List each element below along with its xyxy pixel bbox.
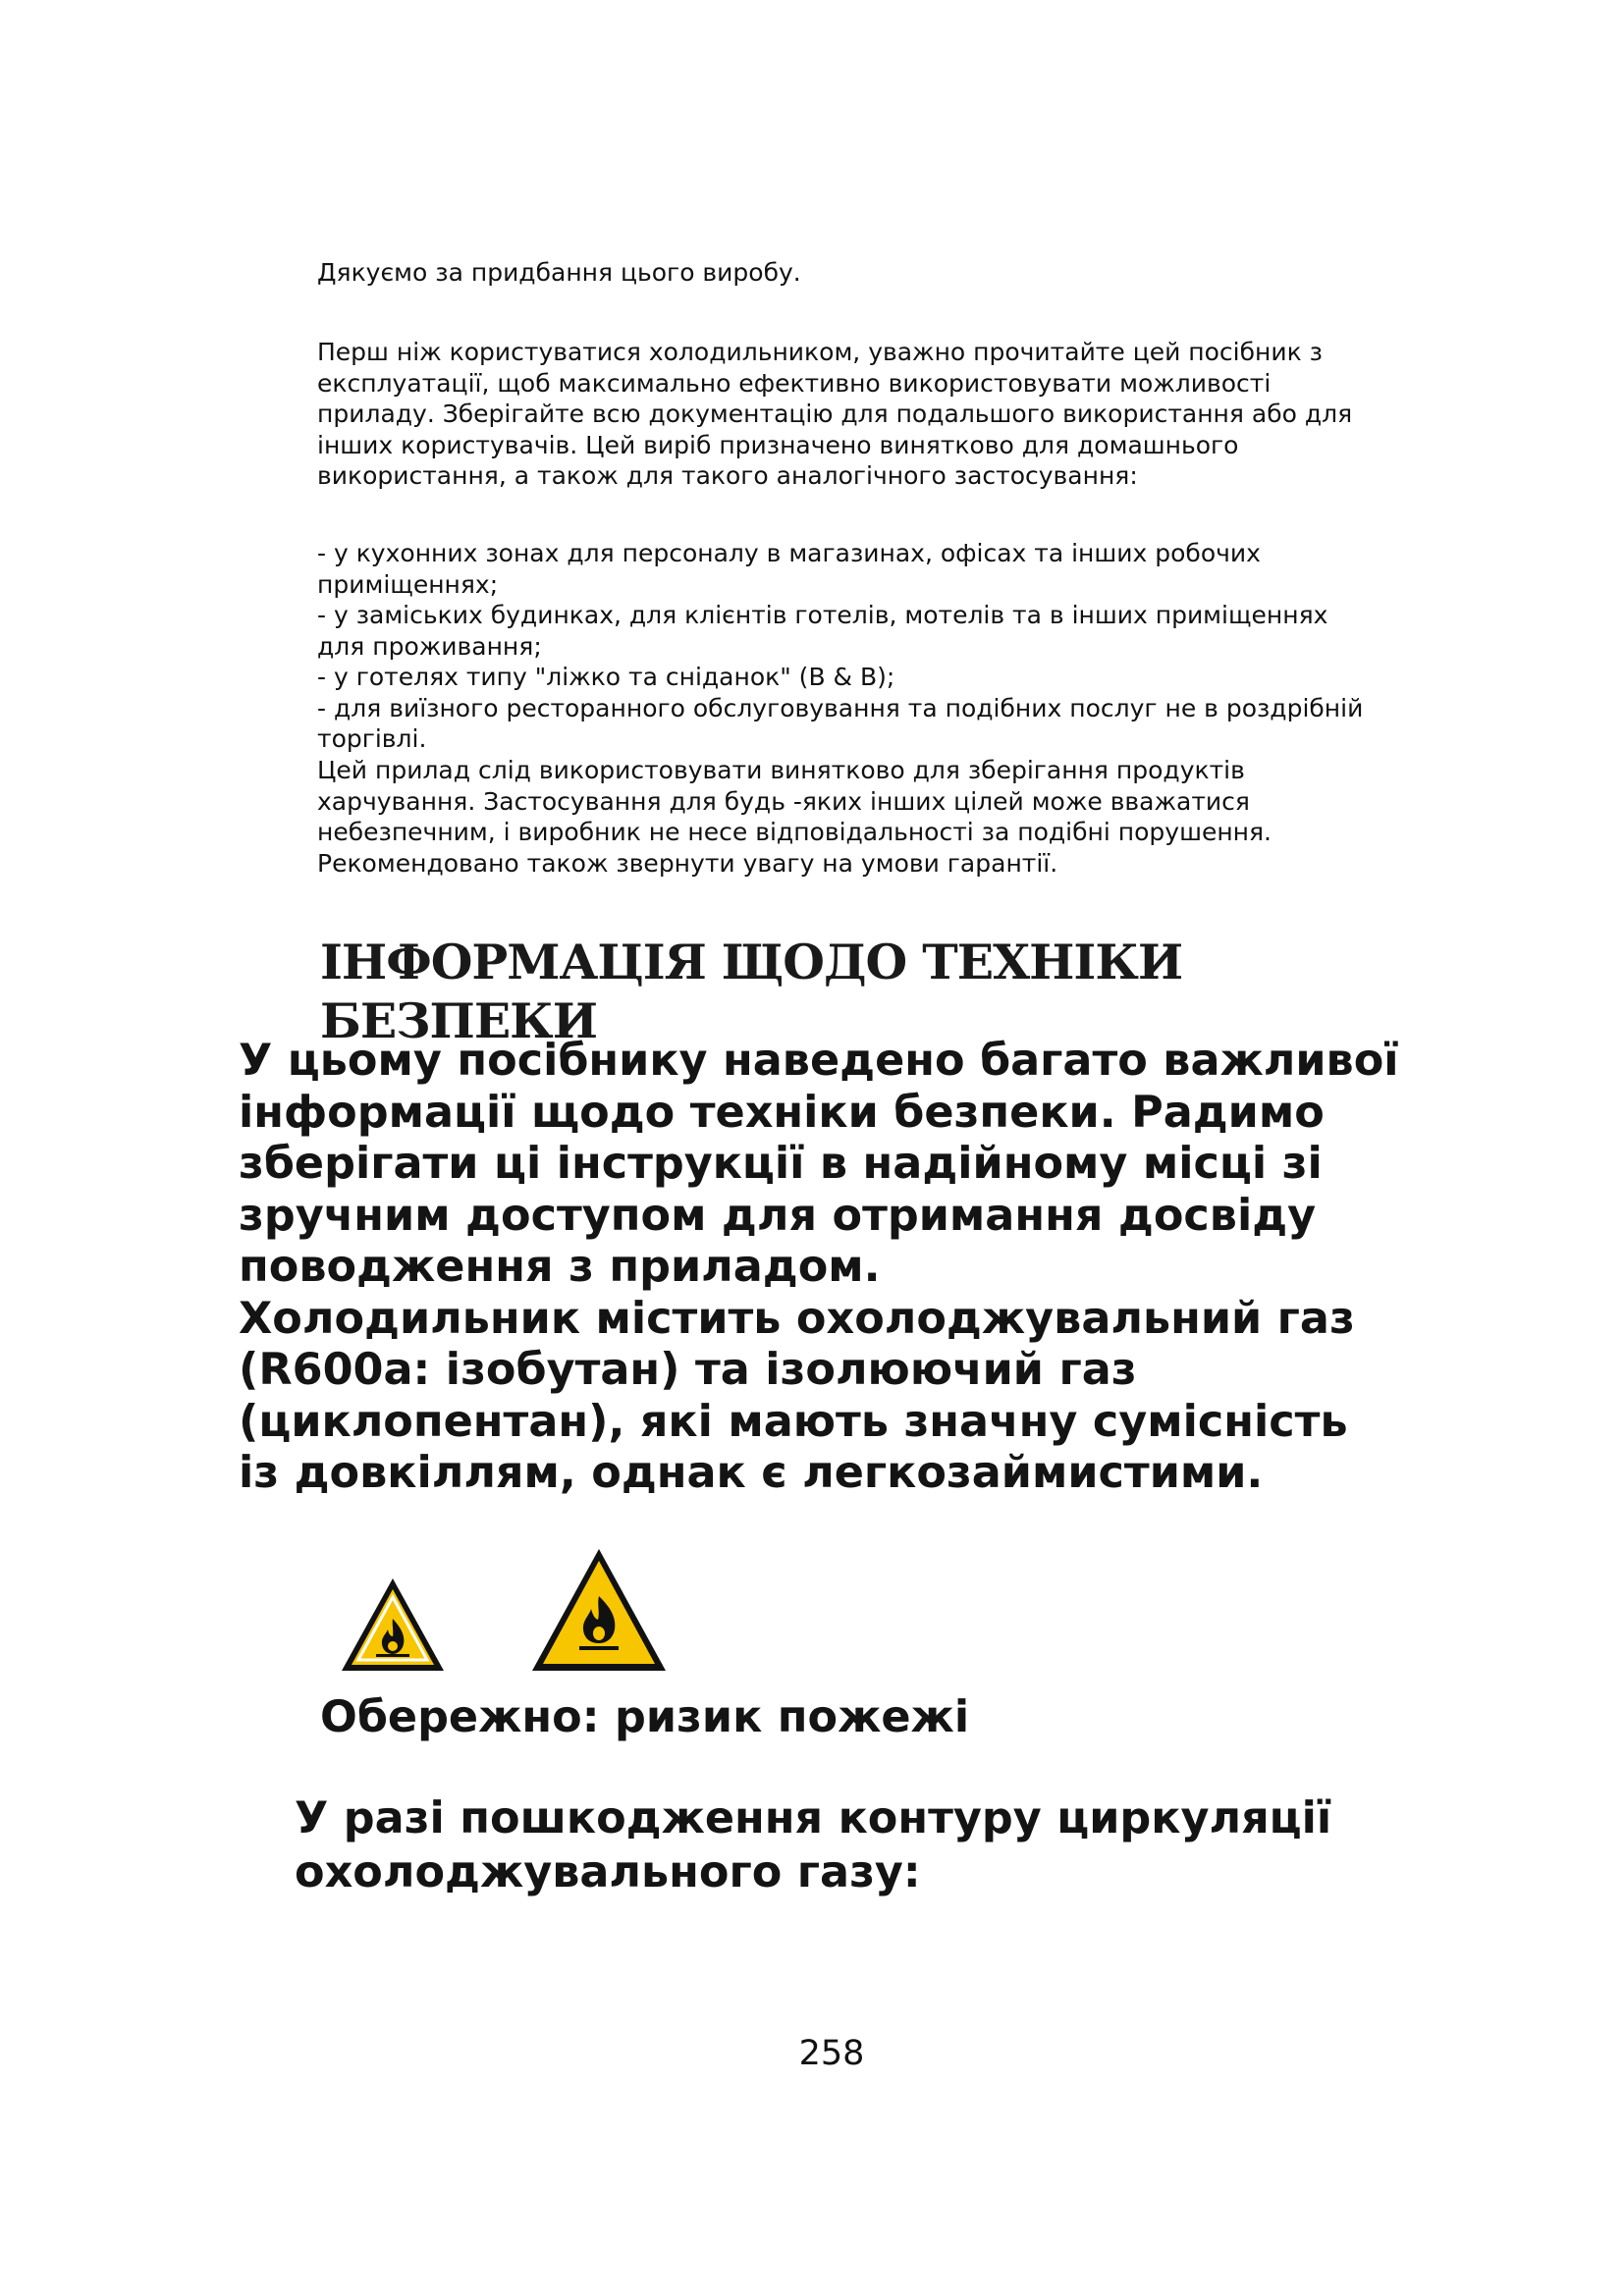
text-line: із довкіллям, однак є легкозаймистими. xyxy=(239,1448,1264,1498)
text-line: поводження з приладом. xyxy=(239,1242,881,1292)
text-line: (R600a: ізобутан) та ізолюючий газ xyxy=(239,1345,1137,1395)
safety-notice xyxy=(239,1036,1446,1500)
text-line: торгівлі. xyxy=(317,724,427,753)
text-line: охолоджувального газу: xyxy=(295,1847,921,1897)
damage-heading xyxy=(295,1791,1424,1899)
text-line: У разі пошкодження контуру циркуляції xyxy=(295,1793,1332,1843)
text-line: - для виїзного ресторанного обслуговування та подібних послуг не в роздрібній xyxy=(317,693,1364,722)
thanks-line: Дякуємо за придбання цього виробу. xyxy=(317,258,801,287)
text-line: Рекомендовано також звернути увагу на умови гарантії. xyxy=(317,848,1058,878)
text-line: для проживання; xyxy=(317,631,542,661)
text-line: приладу. Зберігайте всю документацію для подальшого використання або для xyxy=(317,400,1353,428)
text-line: Перш ніж користуватися холодильником, уважно прочитайте цей посібник з xyxy=(317,338,1323,366)
usage-list xyxy=(317,538,1427,755)
flammable-warning-icon xyxy=(530,1547,668,1675)
text-line: використання, а також для такого аналогічного застосування: xyxy=(317,461,1138,490)
purpose-paragraph xyxy=(317,755,1427,879)
text-line: приміщеннях; xyxy=(317,569,499,599)
text-line: - у кухонних зонах для персоналу в магазинах, офісах та інших робочих xyxy=(317,539,1261,567)
text-line: - у готелях типу "ліжко та сніданок" (B & B); xyxy=(317,663,895,691)
text-line: (циклопентан), які мають значну сумісність xyxy=(239,1396,1348,1447)
text-line: - у заміських будинках, для клієнтів готелів, мотелів та в інших приміщеннях xyxy=(317,601,1328,629)
thanks-text xyxy=(317,257,1427,289)
text-line: У цьому посібнику наведено багато важливої xyxy=(239,1036,1399,1086)
caution-label: Обережно: ризик пожежі xyxy=(320,1692,970,1742)
section-heading: ІНФОРМАЦІЯ ЩОДО ТЕХНІКИ БЕЗПЕКИ xyxy=(320,934,1183,1049)
text-line: зручним доступом для отримання досвіду xyxy=(239,1190,1317,1241)
text-line: зберігати ці інструкції в надійному місці зі xyxy=(239,1139,1323,1189)
text-line: експлуатації, щоб максимально ефективно використовувати можливості xyxy=(317,368,1272,398)
flammable-warning-icon xyxy=(339,1575,447,1674)
text-line: Холодильник містить охолоджувальний газ xyxy=(239,1293,1355,1344)
text-line: харчування. Застосування для будь -яких інших цілей може вважатися xyxy=(317,786,1250,816)
text-line: інформації щодо техніки безпеки. Радимо xyxy=(239,1087,1325,1138)
text-line: інших користувачів. Цей виріб призначено винятково для домашнього xyxy=(317,430,1239,459)
text-line: Цей прилад слід використовувати винятково для зберігання продуктів xyxy=(317,756,1245,784)
text-line: небезпечним, і виробник не несе відповідальності за подібні порушення. xyxy=(317,818,1272,846)
intro-paragraph xyxy=(317,337,1427,492)
page-number: 258 xyxy=(798,2034,865,2073)
